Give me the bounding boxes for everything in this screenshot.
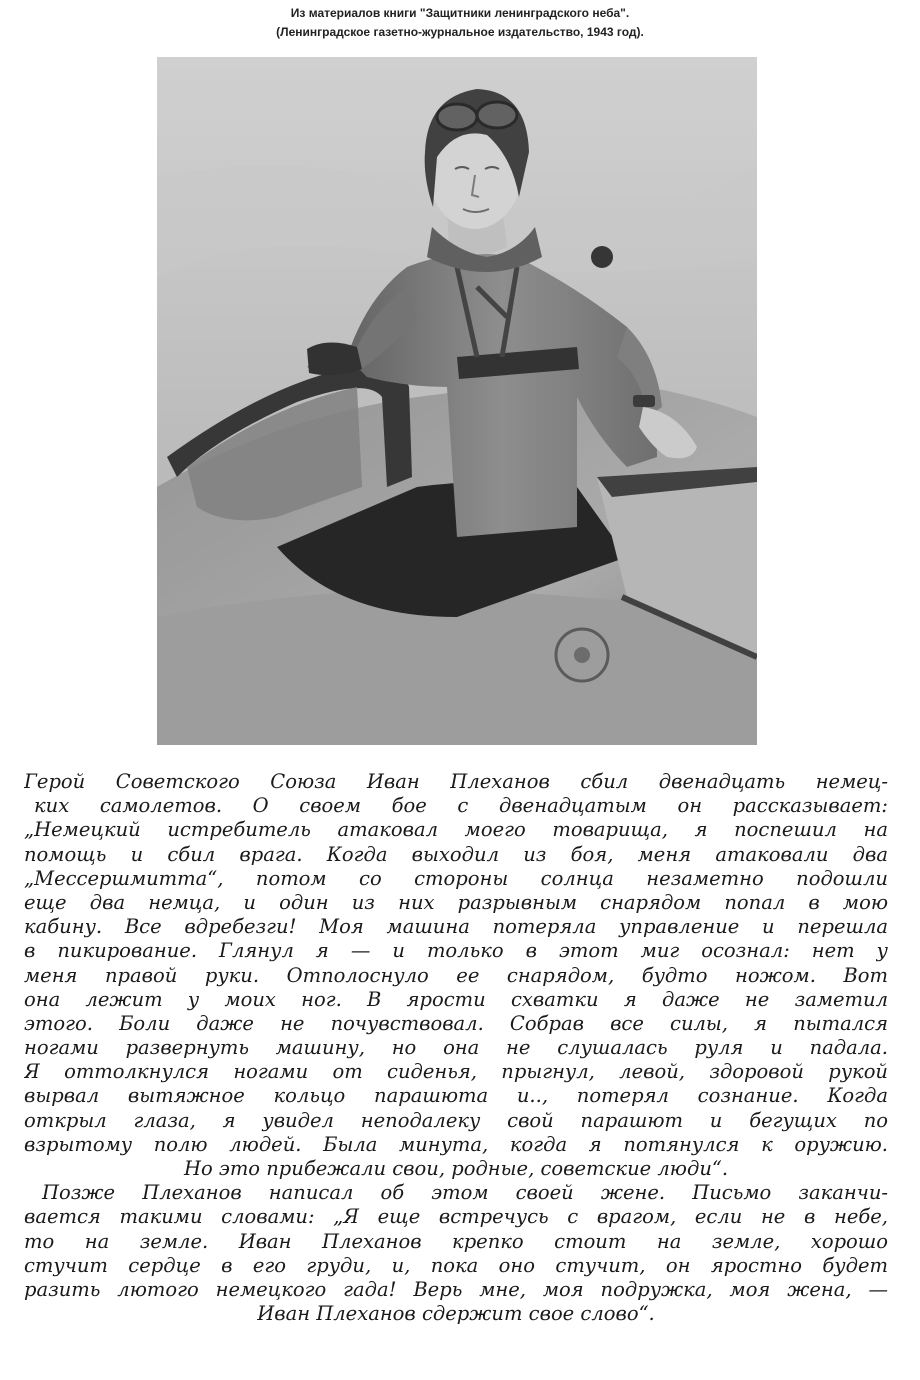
article-line: Но это прибежали свои, родные, советские люди“. (183, 1157, 729, 1180)
article-line: этого. Боли даже не почувствовал. Собрав все силы, я пытался (24, 1011, 888, 1035)
pilot-in-cockpit-photo (157, 57, 757, 745)
article-line: ких самолетов. О своем бое с двенадцатым он рассказывает: (34, 794, 888, 818)
article-line: стучит сердце в его груди, и, пока оно стучит, он яростно будет (24, 1253, 888, 1277)
article-line: открыл глаза, я увидел неподалеку свой парашют и бегущих по (24, 1108, 888, 1132)
article-text (24, 770, 888, 1326)
article-line: Я оттолкнулся ногами от сиденья, прыгнул, левой, здоровой рукой (24, 1060, 888, 1084)
source-caption-line-2: (Ленинградское газетно-журнальное издательство, 1943 год). (276, 25, 644, 39)
article-line: Иван Плеханов сдержит свое слово“. (257, 1302, 655, 1326)
article-line: она лежит у моих ног. В ярости схватки я даже не заметил (24, 987, 888, 1011)
article-line: в пикирование. Глянул я — и только в этот миг осознал: нет у (24, 939, 888, 963)
article-line: ногами развернуть машину, но она не слушалась руля и падала. (24, 1036, 888, 1060)
article-line: разить лютого немецкого гада! Верь мне, моя подружка, моя жена, — (24, 1277, 888, 1301)
article-line: еще два немца, и один из них разрывным снарядом попал в мою (24, 890, 888, 914)
article-line: взрытому полю людей. Была минута, когда я потянулся к оружию. (24, 1132, 888, 1156)
article-line: вырвал вытяжное кольцо парашюта и.., потерял сознание. Когда (24, 1084, 888, 1108)
article-line: то на земле. Иван Плеханов крепко стоит на земле, хорошо (24, 1229, 888, 1253)
article-line: „Немецкий истребитель атаковал моего товарища, я поспешил на (24, 818, 888, 842)
article-line: помощь и сбил врага. Когда выходил из боя, меня атаковали два (24, 842, 888, 866)
article-line: вается такими словами: „Я еще встречусь с врагом, если не в небе, (24, 1205, 888, 1229)
article-line: „Мессершмитта“, потом со стороны солнца незаметно подошли (24, 866, 888, 890)
source-caption (0, 4, 920, 42)
article-line: кабину. Все вдребезги! Моя машина потеряла управление и перешла (24, 915, 888, 939)
article-line: Позже Плеханов написал об этом своей жене. Письмо заканчи- (42, 1181, 888, 1205)
source-caption-line-1: Из материалов книги "Защитники ленинградского неба". (290, 6, 630, 20)
article-line: Герой Советского Союза Иван Плеханов сбил двенадцать немец- (24, 770, 888, 793)
article-line: меня правой руки. Отполоснуло ее снарядом, будто ножом. Вот (24, 963, 888, 987)
